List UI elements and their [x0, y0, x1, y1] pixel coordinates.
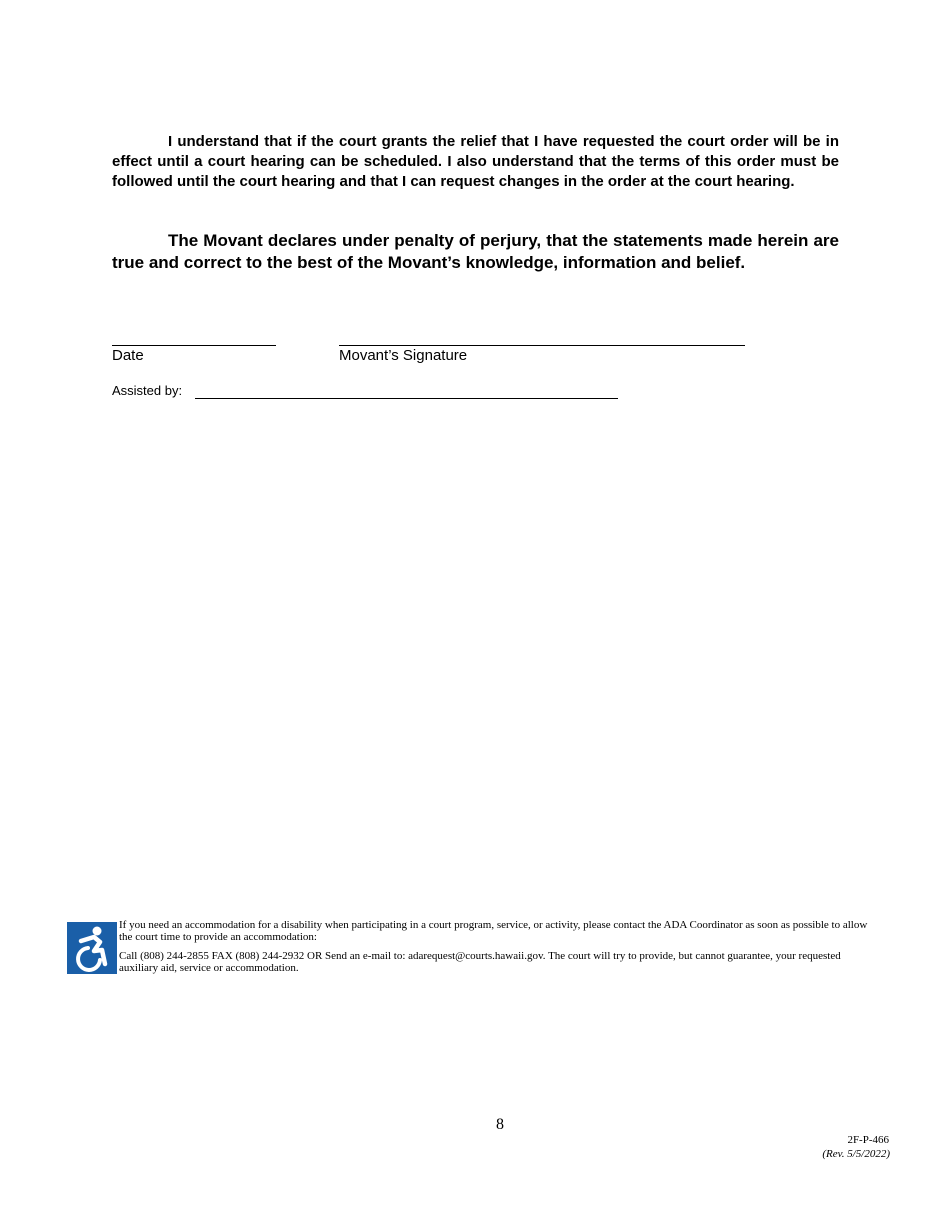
form-id: 2F-P-466	[847, 1134, 889, 1146]
assisted-by-line[interactable]	[195, 398, 618, 399]
ada-notice-line-1: If you need an accommodation for a disability when participating in a court program, service, or activity, please contact the ADA Coordinator as soon as possible to allow the court time to provide an accommodation:	[119, 919, 868, 943]
accessibility-wheelchair-icon	[67, 922, 117, 974]
ada-notice	[119, 919, 879, 981]
page-number: 8	[496, 1116, 504, 1133]
form-revision: (Rev. 5/5/2022)	[822, 1148, 890, 1160]
date-signature-line[interactable]	[112, 345, 276, 346]
perjury-declaration-paragraph: The Movant declares under penalty of perjury, that the statements made herein are true and correct to the best of the Movant’s knowledge, information and belief.	[112, 231, 839, 272]
date-label: Date	[112, 347, 144, 364]
hearing-acknowledgement-paragraph: I understand that if the court grants the relief that I have requested the court order will be in effect until a court hearing can be scheduled. I also understand that the terms of this order must be followed until the court hearing and that I can request changes in the order at the court hearing.	[112, 133, 839, 190]
ada-notice-line-2: Call (808) 244-2855 FAX (808) 244-2932 OR Send an e-mail to: adarequest@courts.hawaii.gov. The court will try to provide, but cannot guarantee, your requested auxiliary aid, service or accommodation.	[119, 950, 841, 974]
movant-signature-line[interactable]	[339, 345, 745, 346]
assisted-by-label: Assisted by:	[112, 383, 183, 398]
movant-signature-label: Movant’s Signature	[339, 347, 468, 364]
